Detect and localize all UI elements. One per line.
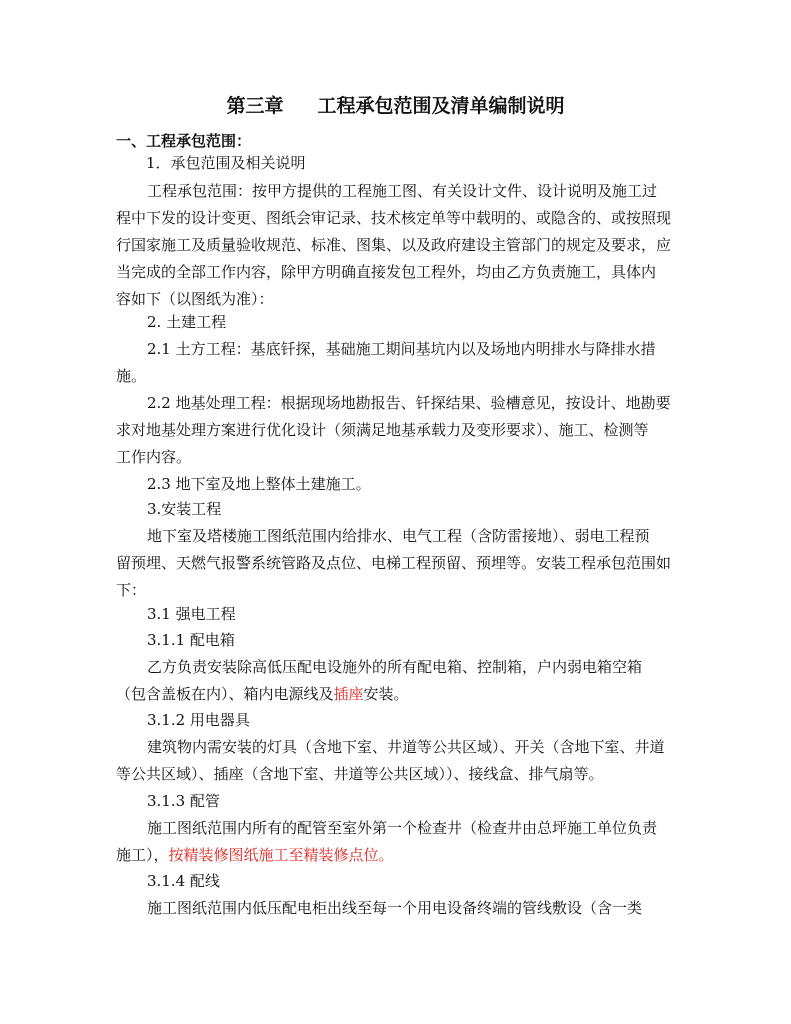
section-3-1-1-line-2-pre: （包含盖板在内）、箱内电源线及 xyxy=(116,685,334,703)
section-3-1-heading: 3.1 强电工程 xyxy=(147,605,236,623)
section-2-heading: 2. 土建工程 xyxy=(147,313,227,331)
paragraph-1-line-4: 当完成的全部工作内容，除甲方明确直接发包工程外，均由乙方负责施工，具体内 xyxy=(116,263,657,281)
section-2-2-line-2: 求对地基处理方案进行优化设计（须满足地基承载力及变形要求）、施工、检测等 xyxy=(116,421,649,439)
section-3-line-2: 留预埋、天燃气报警系统管路及点位、电梯工程预留、预埋等。安装工程承包范围如 xyxy=(116,554,672,572)
section-3-1-1-line-1: 乙方负责安装除高低压配电设施外的所有配电箱、控制箱，户内弱电箱空箱 xyxy=(147,658,643,676)
section-3-line-1: 地下室及塔楼施工图纸范围内给排水、电气工程（含防雷接地）、弱电工程预 xyxy=(147,527,650,545)
section-3-1-3-heading: 3.1.3 配管 xyxy=(147,792,220,810)
paragraph-1-line-1: 工程承包范围：按甲方提供的工程施工图、有关设计文件、设计说明及施工过 xyxy=(147,182,658,200)
section-3-1-3-line-2-pre: 施工）， xyxy=(116,846,169,864)
section-2-2-line-3: 工作内容。 xyxy=(116,448,192,466)
highlighted-socket-text: 插座 xyxy=(333,685,364,703)
section-3-1-2-heading: 3.1.2 用电器具 xyxy=(147,711,250,729)
section-2-1-line-1: 2.1 土方工程：基底钎探，基础施工期间基坑内以及场地内明排水与降排水措 xyxy=(147,340,656,358)
section-3-1-4-heading: 3.1.4 配线 xyxy=(147,872,220,890)
highlighted-decoration-text: 按精装修图纸施工至精装修点位。 xyxy=(168,846,394,864)
chapter-number: 第三章 xyxy=(226,95,284,117)
paragraph-1-label: 1．承包范围及相关说明 xyxy=(146,154,306,172)
section-3-1-3-line-1: 施工图纸范围内所有的配管至室外第一个检查井（检查井由总坪施工单位负责 xyxy=(147,819,658,837)
section-2-3: 2.3 地下室及地上整体土建施工。 xyxy=(147,475,371,493)
section-3-1-1-heading: 3.1.1 配电箱 xyxy=(147,631,235,649)
chapter-heading: 工程承包范围及清单编制说明 xyxy=(317,95,565,117)
paragraph-1-line-2: 程中下发的设计变更、图纸会审记录、技术核定单等中载明的、或隐含的、或按照现 xyxy=(116,209,672,227)
section-3-1-2-line-2: 等公共区域）、插座（含地下室、井道等公共区域））、接线盒、排气扇等。 xyxy=(116,765,604,783)
section-3-1-4-line-1: 施工图纸范围内低压配电柜出线至每一个用电设备终端的管线敷设（含一类 xyxy=(147,899,643,917)
section-3-1-1-line-2 xyxy=(116,684,409,704)
section-3-heading: 3.安装工程 xyxy=(147,500,222,518)
section-3-1-1-line-2-post: 安装。 xyxy=(363,685,409,703)
paragraph-1-line-5: 容如下（以图纸为准）： xyxy=(116,290,274,308)
section-2-1-line-2: 施。 xyxy=(116,367,147,385)
section-heading-1: 一、工程承包范围： xyxy=(116,132,252,150)
section-3-1-3-line-2 xyxy=(116,845,394,865)
section-3-line-3: 下： xyxy=(116,581,147,599)
section-3-1-2-line-1: 建筑物内需安装的灯具（含地下室、井道等公共区域）、开关（含地下室、井道 xyxy=(147,738,665,756)
paragraph-1-line-3: 行国家施工及质量验收规范、标准、图集、以及政府建设主管部门的规定及要求，应 xyxy=(116,236,672,254)
section-2-2-line-1: 2.2 地基处理工程：根据现场地勘报告、钎探结果、验槽意见，按设计、地勘要 xyxy=(147,394,671,412)
chapter-title xyxy=(0,94,791,118)
